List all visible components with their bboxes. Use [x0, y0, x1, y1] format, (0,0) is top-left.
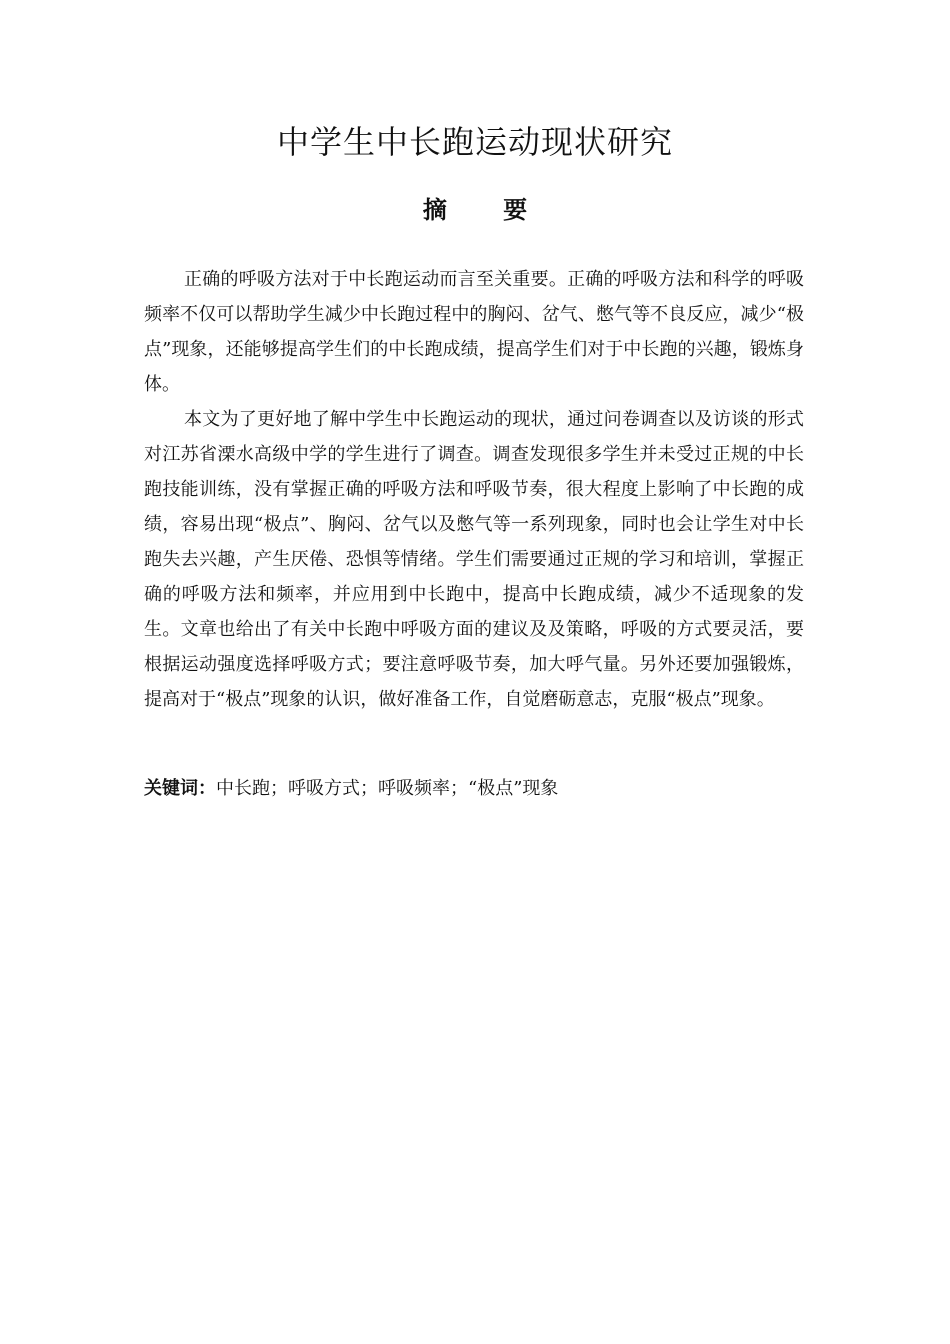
- abstract-heading: 摘 要: [422, 196, 552, 224]
- paper-title: 中学生中长跑运动现状研究: [276, 123, 673, 161]
- keywords-line: [144, 772, 804, 806]
- abstract-paragraph-1: 正确的呼吸方法对于中长跑运动而言至关重要。正确的呼吸方法和科学的呼吸频率不仅可以帮助学生减少中长跑过程中的胸闷、岔气、憋气等不良反应，减少“极点”现象，还能够提高学生们的中长跑成绩，提高学生们对于中长跑的兴趣，锻炼身体。: [144, 269, 804, 395]
- abstract-paragraph-2: 本文为了更好地了解中学生中长跑运动的现状，通过问卷调查以及访谈的形式对江苏省溧水高级中学的学生进行了调查。调查发现很多学生并未受过正规的中长跑技能训练，没有掌握正确的呼吸方法和呼吸节奏，很大程度上影响了中长跑的成绩，容易出现“极点”、胸闷、岔气以及憋气等一系列现象，同时也会让学生对中长跑失去兴趣，产生厌倦、恐惧等情绪。学生们需要通过正规的学习和培训，掌握正确的呼吸方法和频率，并应用到中长跑中，提高中长跑成绩，减少不适现象的发生。文章也给出了有关中长跑中呼吸方面的建议及及策略，呼吸的方式要灵活，要根据运动强度选择呼吸方式；要注意呼吸节奏，加大呼气量。另外还要加强锻炼，提高对于“极点”现象的认识，做好准备工作，自觉磨砺意志，克服“极点”现象。: [144, 409, 804, 710]
- keywords-label: 关键词：: [144, 778, 216, 799]
- keywords-text: 中长跑；呼吸方式；呼吸频率；“极点”现象: [216, 778, 559, 799]
- abstract-body: [144, 262, 804, 717]
